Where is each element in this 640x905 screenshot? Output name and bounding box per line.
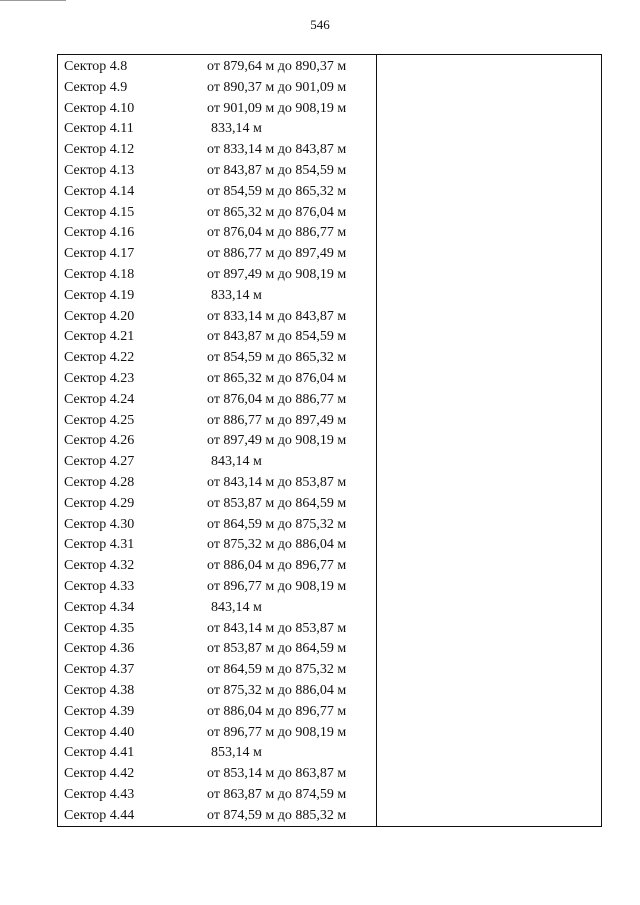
sector-range-cell: от 854,59 м до 865,32 м [207,183,347,199]
sector-range-cell: от 890,37 м до 901,09 м [207,79,347,95]
sector-range-cell: от 901,09 м до 908,19 м [207,100,347,116]
sector-range-cell: от 865,32 м до 876,04 м [207,204,347,220]
sector-name-cell: Сектор 4.21 [64,329,135,345]
table-row [58,702,376,723]
table-row [58,182,376,203]
table-row [58,411,376,432]
table-row [58,431,376,452]
sector-range-cell: от 875,32 м до 886,04 м [207,537,347,553]
table-row [58,307,376,328]
table-row [58,57,376,78]
sector-range-cell: от 897,49 м до 908,19 м [207,266,347,282]
sector-range-cell: от 874,59 м до 885,32 м [207,807,347,823]
table-row [58,723,376,744]
table-row [58,535,376,556]
sector-range-cell: 843,14 м [211,599,262,615]
table-row [58,286,376,307]
sector-table [57,54,602,827]
sector-range-cell: от 886,04 м до 896,77 м [207,558,347,574]
sector-name-cell: Сектор 4.9 [64,79,128,95]
sector-name-cell: Сектор 4.42 [64,766,135,782]
sector-range-cell: от 843,14 м до 853,87 м [207,474,347,490]
sector-name-cell: Сектор 4.33 [64,578,135,594]
table-row [58,743,376,764]
sector-name-cell: Сектор 4.15 [64,204,135,220]
sector-name-cell: Сектор 4.10 [64,100,135,116]
table-row [58,99,376,120]
table-row [58,161,376,182]
sector-range-cell: от 865,32 м до 876,04 м [207,370,347,386]
sector-name-cell: Сектор 4.30 [64,516,135,532]
sector-name-cell: Сектор 4.36 [64,641,135,657]
sector-range-cell: от 864,59 м до 875,32 м [207,516,347,532]
sector-name-cell: Сектор 4.37 [64,662,135,678]
table-row [58,78,376,99]
table-row [58,244,376,265]
table-row [58,619,376,640]
sector-name-cell: Сектор 4.14 [64,183,135,199]
table-row [58,764,376,785]
sector-name-cell: Сектор 4.17 [64,246,135,262]
table-row [58,223,376,244]
sector-range-cell: 843,14 м [211,454,262,470]
sector-range-cell: от 853,87 м до 864,59 м [207,641,347,657]
table-row [58,598,376,619]
sector-name-cell: Сектор 4.39 [64,703,135,719]
sector-range-cell: от 864,59 м до 875,32 м [207,662,347,678]
sector-name-cell: Сектор 4.22 [64,350,135,366]
sector-range-cell: от 833,14 м до 843,87 м [207,142,347,158]
sector-range-cell: от 879,64 м до 890,37 м [207,59,347,74]
sector-range-cell: от 853,14 м до 863,87 м [207,766,347,782]
page-number: 546 [310,17,330,32]
sector-range-cell: от 896,77 м до 908,19 м [207,578,347,594]
table-row [58,473,376,494]
sector-range-cell: от 833,14 м до 843,87 м [207,308,347,324]
sector-name-cell: Сектор 4.27 [64,454,135,470]
table-row [58,265,376,286]
sector-name-cell: Сектор 4.44 [64,807,135,823]
sector-range-cell: 833,14 м [211,121,262,137]
sector-name-cell: Сектор 4.31 [64,537,135,553]
sector-name-cell: Сектор 4.24 [64,391,135,407]
sector-range-cell: от 886,77 м до 897,49 м [207,246,347,262]
column-divider [376,55,377,826]
table-row [58,660,376,681]
sector-name-cell: Сектор 4.18 [64,266,135,282]
sector-name-cell: Сектор 4.43 [64,786,135,802]
sector-name-cell: Сектор 4.23 [64,370,135,386]
sector-name-cell: Сектор 4.29 [64,495,135,511]
table-row [58,369,376,390]
sector-range-cell: от 876,04 м до 886,77 м [207,225,347,241]
table-row [58,515,376,536]
sector-name-cell: Сектор 4.11 [64,121,134,137]
table-row [58,494,376,515]
sector-name-cell: Сектор 4.19 [64,287,135,303]
table-row [58,452,376,473]
table-row [58,390,376,411]
sector-name-cell: Сектор 4.26 [64,433,135,449]
sector-range-cell: от 897,49 м до 908,19 м [207,433,347,449]
table-row [58,556,376,577]
table-row [58,348,376,369]
table-row [58,119,376,140]
sector-name-cell: Сектор 4.28 [64,474,135,490]
table-row [58,203,376,224]
sector-name-cell: Сектор 4.32 [64,558,135,574]
sector-name-cell: Сектор 4.35 [64,620,135,636]
sector-range-cell: от 843,87 м до 854,59 м [207,162,347,178]
sector-range-cell: от 853,87 м до 864,59 м [207,495,347,511]
sector-range-cell: 853,14 м [211,745,262,761]
sector-name-cell: Сектор 4.13 [64,162,135,178]
sector-name-cell: Сектор 4.38 [64,682,135,698]
sector-name-cell: Сектор 4.12 [64,142,135,158]
table-row [58,806,376,827]
sector-name-cell: Сектор 4.20 [64,308,135,324]
sector-range-cell: от 876,04 м до 886,77 м [207,391,347,407]
sector-range-cell: от 863,87 м до 874,59 м [207,786,347,802]
sector-rows [58,57,376,826]
table-row [58,639,376,660]
sector-range-cell: от 843,14 м до 853,87 м [207,620,347,636]
sector-range-cell: от 896,77 м до 908,19 м [207,724,347,740]
sector-name-cell: Сектор 4.41 [64,745,135,761]
sector-name-cell: Сектор 4.16 [64,225,135,241]
table-row [58,681,376,702]
table-row [58,577,376,598]
table-row [58,785,376,806]
sector-name-cell: Сектор 4.25 [64,412,135,428]
table-row [58,140,376,161]
scan-corner-mark [0,0,66,4]
sector-range-cell: от 854,59 м до 865,32 м [207,350,347,366]
sector-range-cell: 833,14 м [211,287,262,303]
sector-range-cell: от 886,77 м до 897,49 м [207,412,347,428]
sector-name-cell: Сектор 4.34 [64,599,135,615]
sector-range-cell: от 875,32 м до 886,04 м [207,682,347,698]
sector-name-cell: Сектор 4.40 [64,724,135,740]
sector-range-cell: от 843,87 м до 854,59 м [207,329,347,345]
sector-range-cell: от 886,04 м до 896,77 м [207,703,347,719]
sector-name-cell: Сектор 4.8 [64,59,128,74]
table-row [58,327,376,348]
